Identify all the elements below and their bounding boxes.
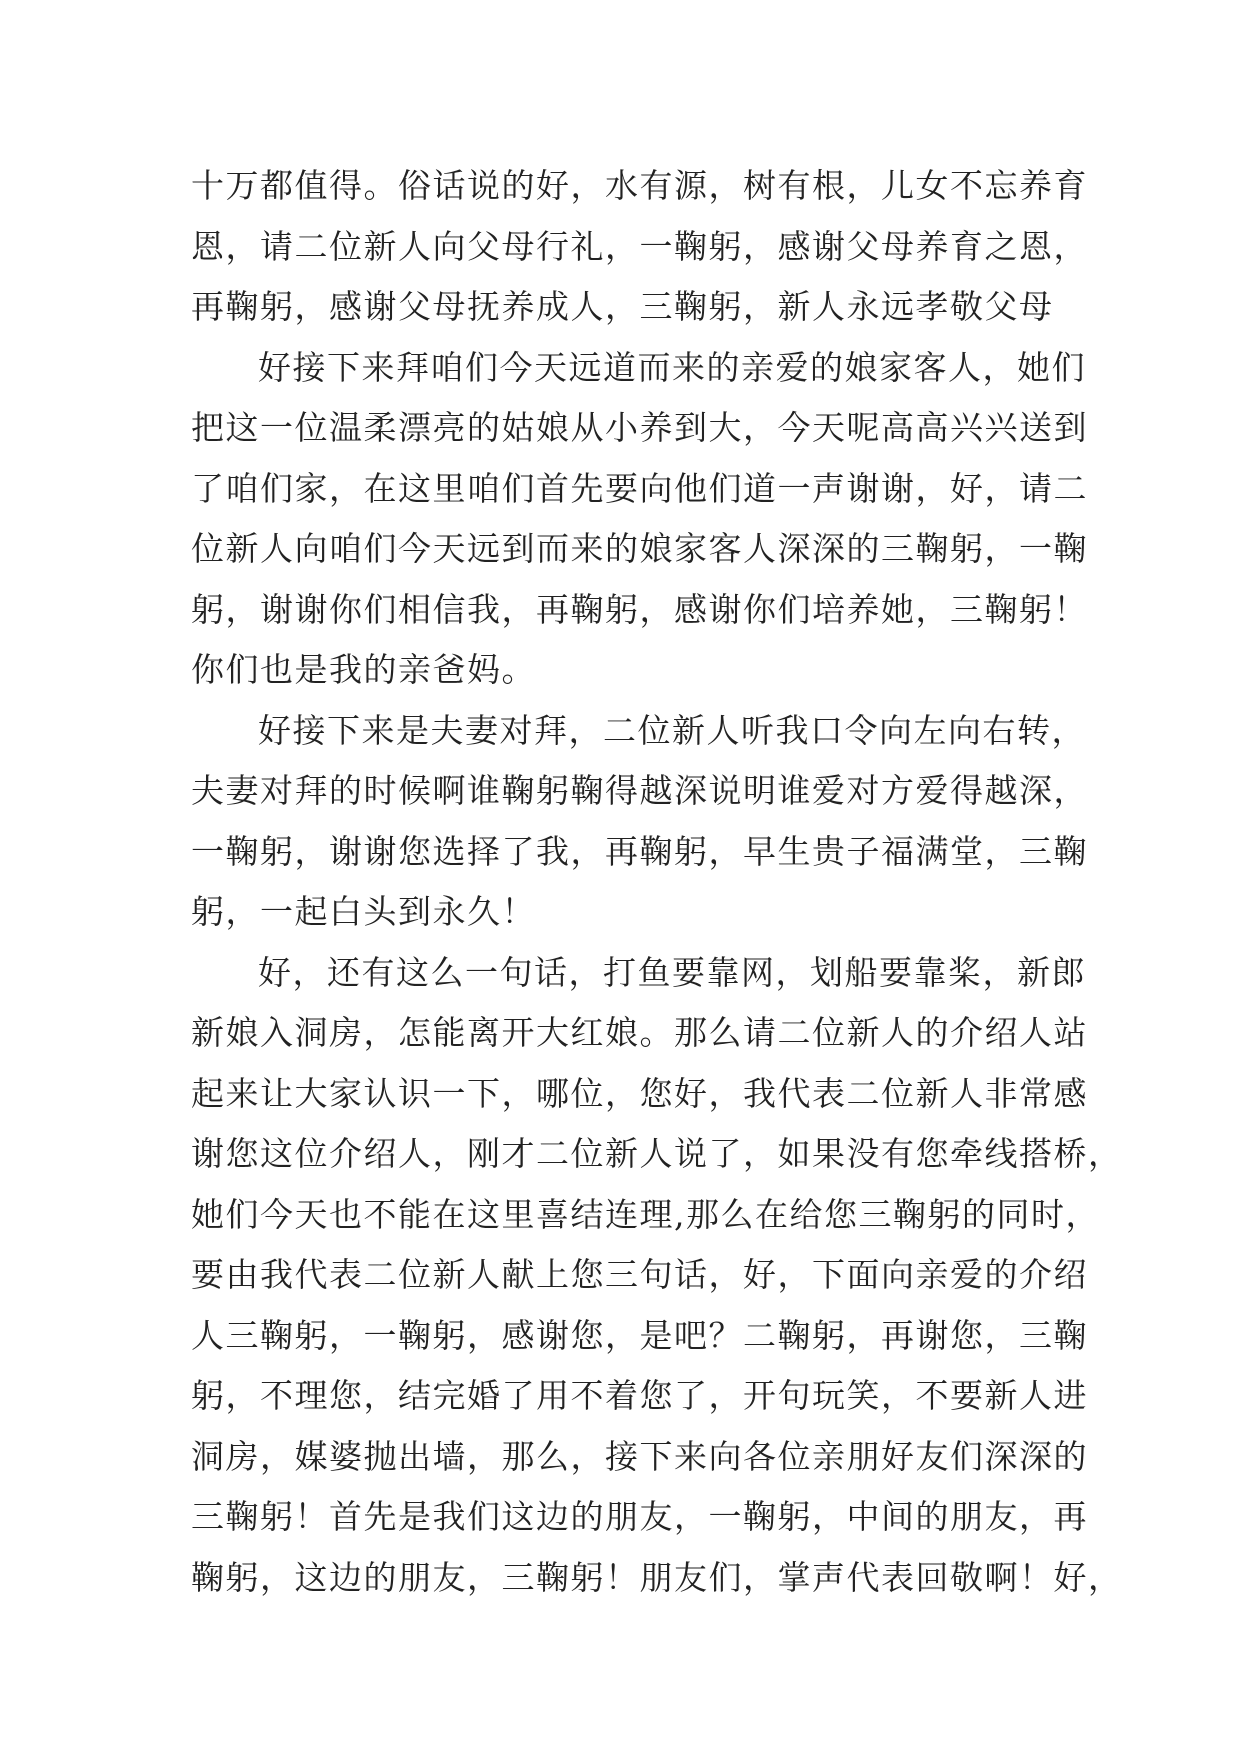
text-line: 夫妻对拜的时候啊谁鞠躬鞠得越深说明谁爱对方爱得越深， xyxy=(191,771,1088,810)
text-line: 恩，请二位新人向父母行礼，一鞠躬，感谢父母养育之恩， xyxy=(191,226,1088,266)
paragraph xyxy=(191,701,1088,943)
text-line: 好接下来是夫妻对拜，二位新人听我口令向左向右转， xyxy=(258,710,1086,750)
text-line: 起来让大家认识一下，哪位，您好，我代表二位新人非常感 xyxy=(191,1073,1088,1113)
text-line: 谢您这位介绍人，刚才二位新人说了，如果没有您牵线搭桥， xyxy=(191,1134,1123,1173)
text-line: 躬，不理您，结完婚了用不着您了，开句玩笑，不要新人进 xyxy=(191,1376,1088,1415)
text-line: 位新人向咱们今天远到而来的娘家客人深深的三鞠躬，一鞠 xyxy=(191,529,1088,568)
paragraph xyxy=(191,156,1088,338)
paragraph xyxy=(191,338,1088,701)
text-line: 新娘入洞房，怎能离开大红娘。那么请二位新人的介绍人站 xyxy=(191,1013,1088,1052)
text-line: 好，还有这么一句话，打鱼要靠网，划船要靠桨，新郎 xyxy=(258,952,1086,992)
text-line: 洞房，媒婆抛出墙，那么，接下来向各位亲朋好友们深深的 xyxy=(191,1436,1088,1476)
text-line: 一鞠躬，谢谢您选择了我，再鞠躬，早生贵子福满堂，三鞠 xyxy=(191,831,1088,871)
text-line: 再鞠躬，感谢父母抚养成人，三鞠躬，新人永远孝敬父母 xyxy=(191,287,1054,326)
text-line: 十万都值得。俗话说的好，水有源，树有根，儿女不忘养育 xyxy=(191,166,1088,205)
paragraph xyxy=(191,943,1123,1609)
text-line: 鞠躬，这边的朋友，三鞠躬！朋友们，掌声代表回敬啊！好， xyxy=(191,1557,1123,1597)
text-line: 你们也是我的亲爸妈。 xyxy=(191,650,536,689)
text-line: 要由我代表二位新人献上您三句话，好，下面向亲爱的介绍 xyxy=(191,1255,1088,1294)
text-line: 躬，一起白头到永久！ xyxy=(191,892,536,931)
text-line: 躬，谢谢你们相信我，再鞠躬，感谢你们培养她，三鞠躬！ xyxy=(191,589,1088,629)
document-body xyxy=(191,156,1123,1608)
text-line: 好接下来拜咱们今天远道而来的亲爱的娘家客人，她们 xyxy=(258,347,1086,387)
text-line: 她们今天也不能在这里喜结连理,那么在给您三鞠躬的同时， xyxy=(191,1194,1100,1234)
text-line: 了咱们家，在这里咱们首先要向他们道一声谢谢，好，请二 xyxy=(191,468,1088,508)
text-line: 把这一位温柔漂亮的姑娘从小养到大，今天呢高高兴兴送到 xyxy=(191,408,1088,447)
text-line: 人三鞠躬，一鞠躬，感谢您，是吧？二鞠躬，再谢您，三鞠 xyxy=(191,1315,1088,1355)
text-line: 三鞠躬！首先是我们这边的朋友，一鞠躬，中间的朋友，再 xyxy=(191,1497,1088,1536)
